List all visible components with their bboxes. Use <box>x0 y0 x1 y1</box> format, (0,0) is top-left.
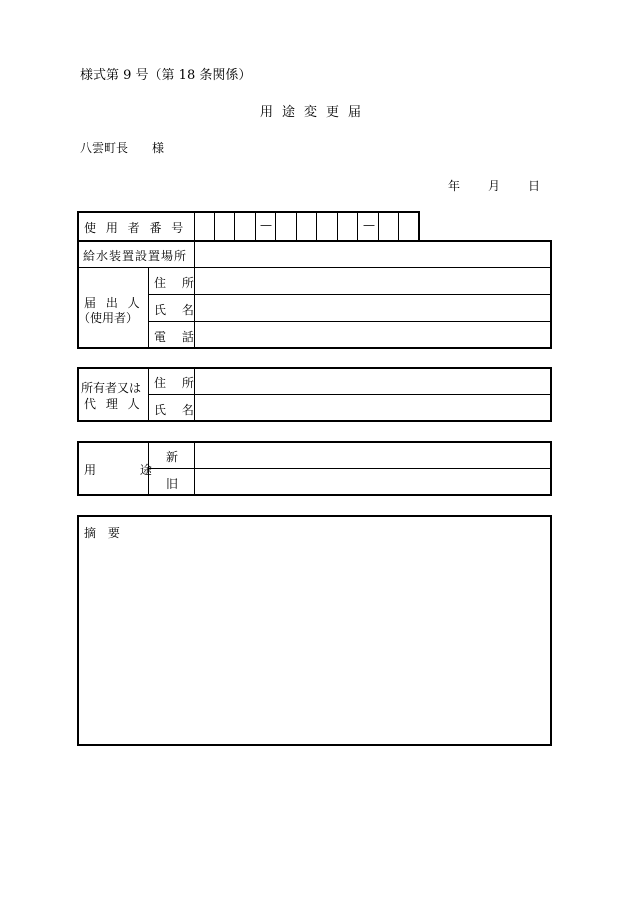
form-number: 様式第 9 号（第 18 条関係） <box>80 68 252 83</box>
usage-label: 用 途 <box>84 463 172 477</box>
digit-cell-divider <box>378 211 379 242</box>
row-divider <box>148 294 552 295</box>
summary-label: 摘 要 <box>84 526 124 540</box>
digit-cell-divider <box>296 211 297 242</box>
digit-cell-divider <box>214 211 215 242</box>
owner-label: 所有者又は <box>81 381 142 395</box>
summary-box[interactable] <box>77 515 552 746</box>
applicant-name-label: 氏 名 <box>154 303 200 317</box>
applicant-sublabel: （使用者） <box>78 311 139 325</box>
install-location-label: 給水装置設置場所 <box>83 249 188 263</box>
user-number-separator: — <box>363 218 375 232</box>
date-day-label: 日 <box>528 179 541 193</box>
applicant-phone-label: 電 話 <box>154 330 200 344</box>
date-month-label: 月 <box>488 179 501 193</box>
row-divider <box>148 394 552 395</box>
addressee-honorific: 様 <box>152 141 165 155</box>
date-line <box>448 177 540 194</box>
row-divider <box>148 321 552 322</box>
row-divider <box>148 468 552 469</box>
applicant-address-label: 住 所 <box>154 276 200 290</box>
column-divider <box>194 441 195 496</box>
digit-cell-divider <box>357 211 358 242</box>
owner-name-label: 氏 名 <box>154 403 200 417</box>
addressee <box>80 139 164 156</box>
digit-cell-divider <box>398 211 399 242</box>
date-year-label: 年 <box>448 179 461 193</box>
usage-old-label: 旧 <box>166 477 179 491</box>
owner-address-label: 住 所 <box>154 376 200 390</box>
digit-cell-divider <box>275 211 276 242</box>
addressee-name: 八雲町長 <box>80 141 129 155</box>
digit-cell-divider <box>194 211 195 242</box>
column-divider <box>194 240 195 268</box>
user-number-label: 使 用 者 番 号 <box>84 221 187 235</box>
digit-cell-divider <box>316 211 317 242</box>
column-divider <box>148 267 149 349</box>
applicant-label: 届 出 人 <box>84 296 143 310</box>
usage-new-label: 新 <box>166 450 179 464</box>
owner-sublabel: 代 理 人 <box>84 397 143 411</box>
digit-cell-divider <box>337 211 338 242</box>
column-divider <box>148 367 149 422</box>
digit-cell-divider <box>234 211 235 242</box>
digit-cell-divider <box>255 211 256 242</box>
page-title: 用途変更届 <box>259 105 370 120</box>
user-number-separator: — <box>260 218 272 232</box>
